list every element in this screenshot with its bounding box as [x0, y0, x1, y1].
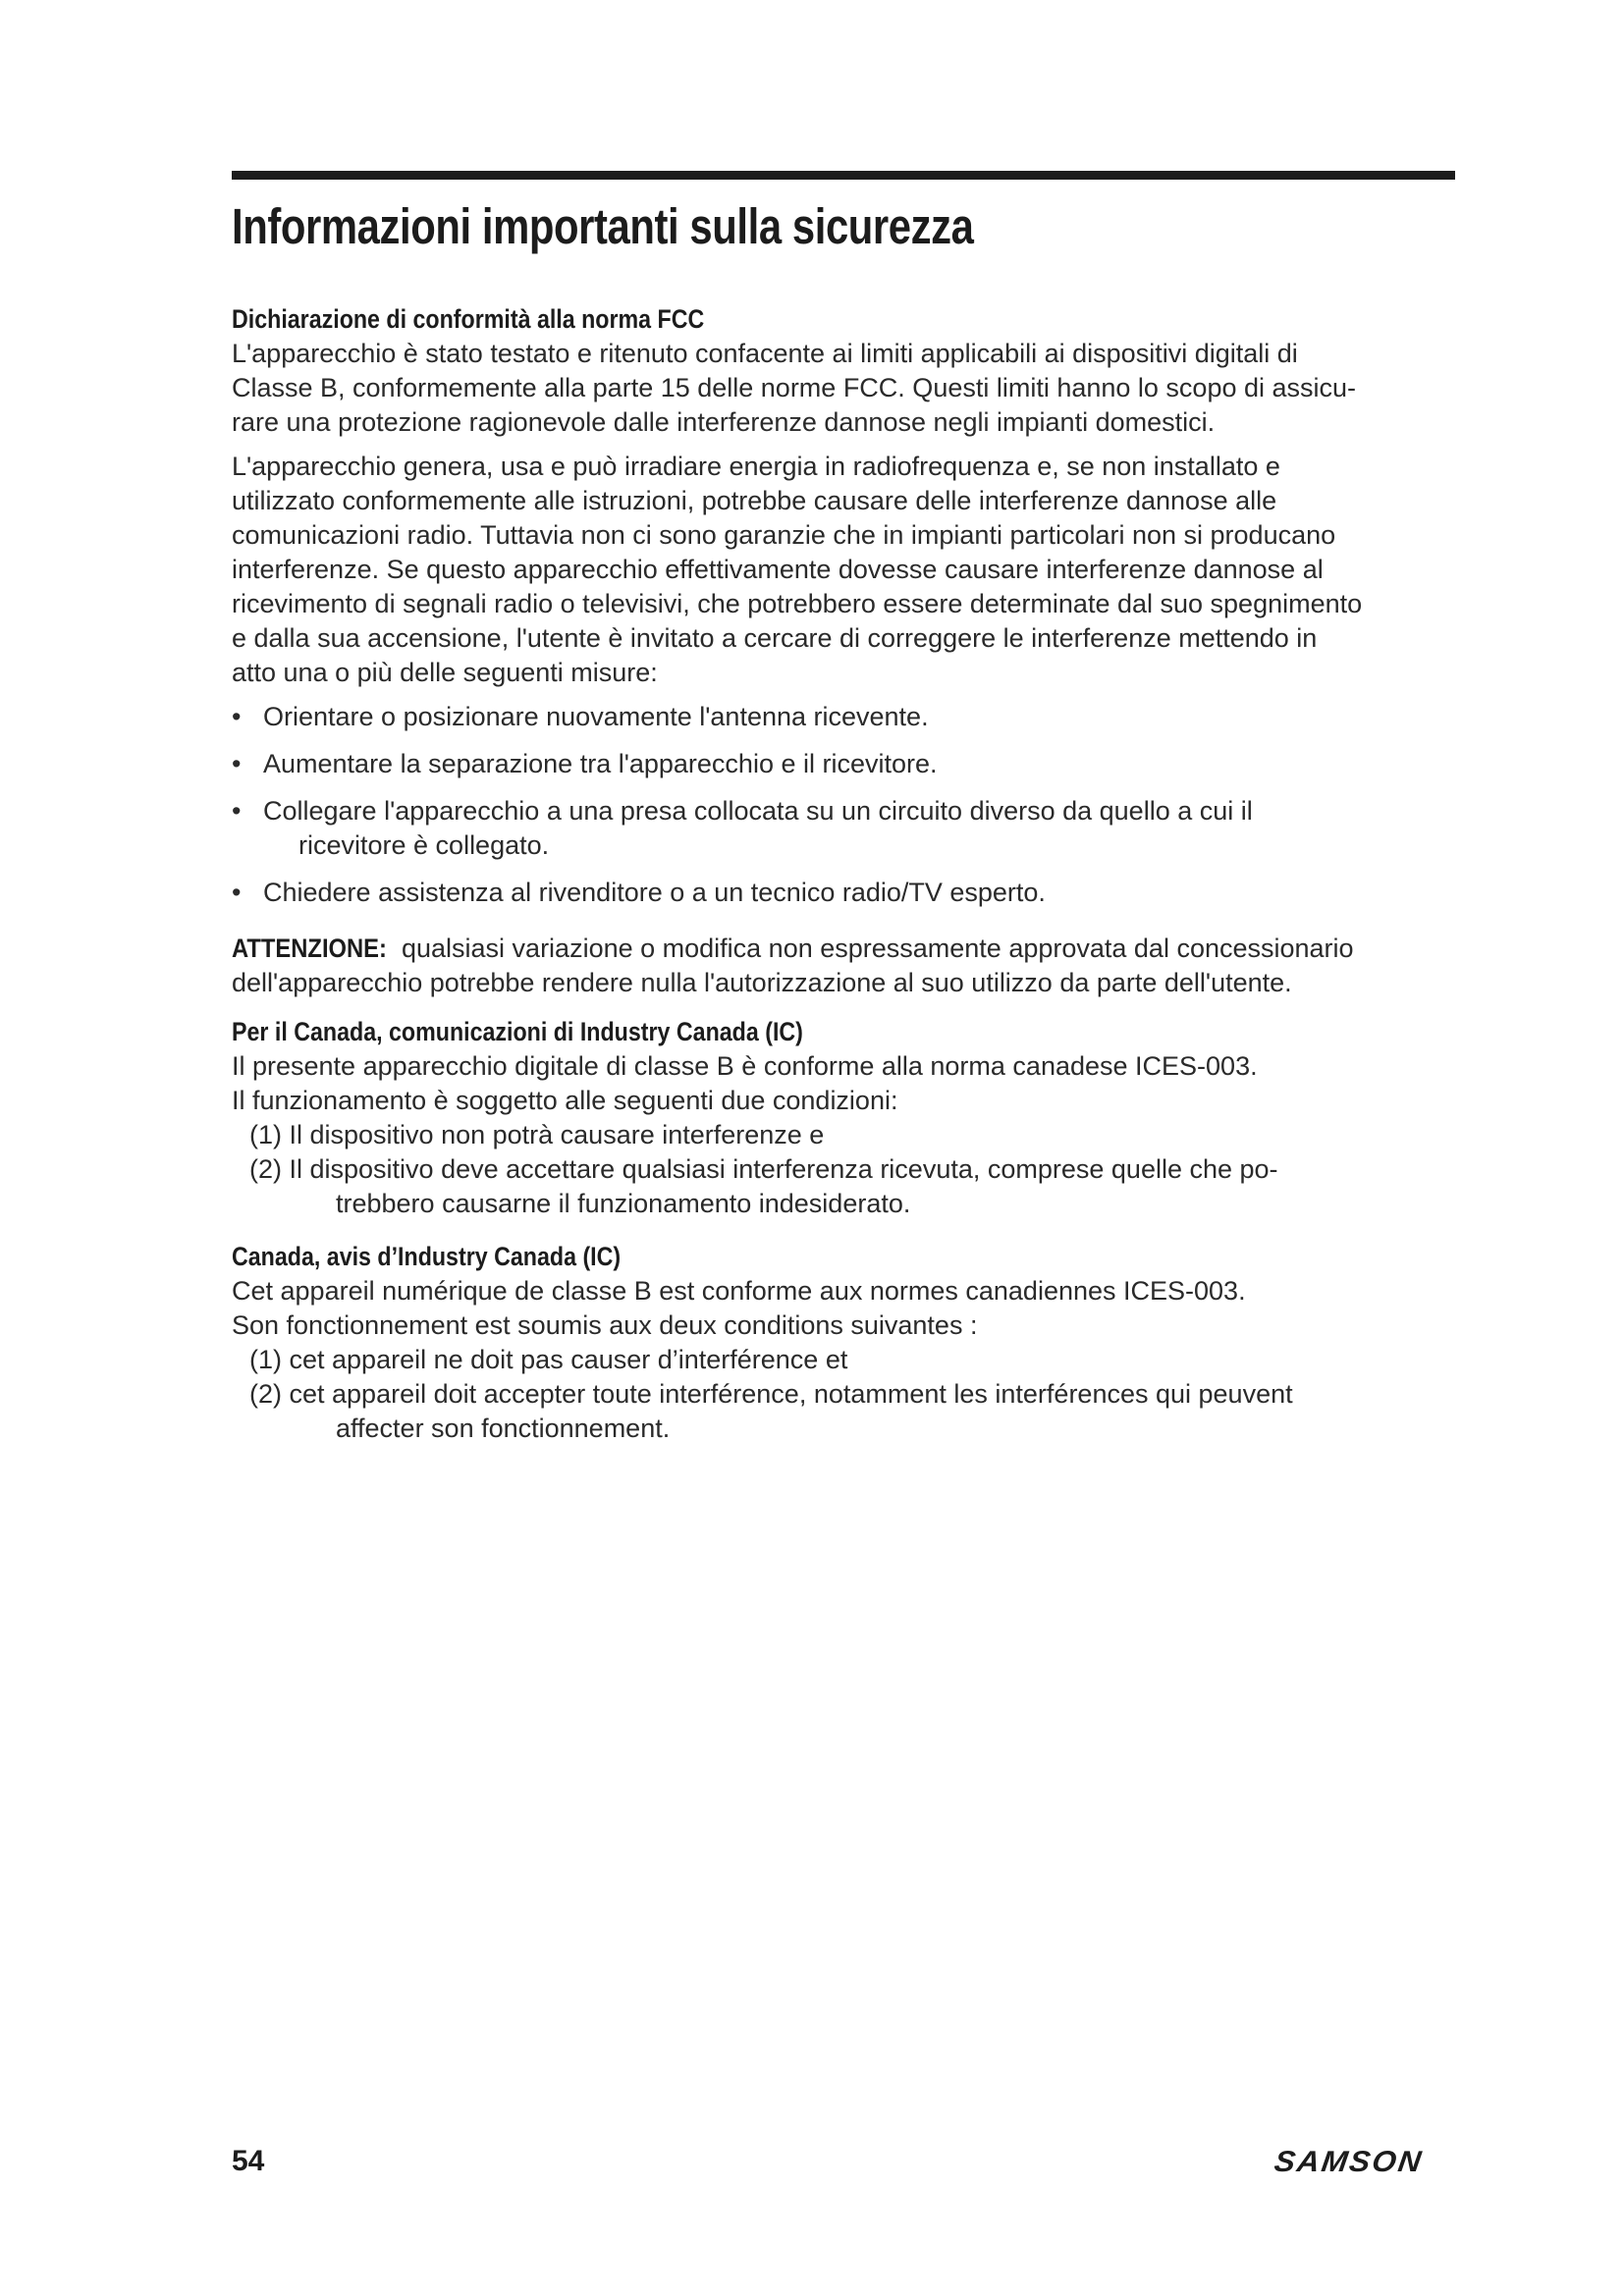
text-line: ricevimento di segnali radio o televisivi, che potrebbero essere determinate dal suo spegnimento [232, 589, 1363, 618]
text-line: affecter son fonctionnement. [336, 1414, 671, 1443]
list-item [232, 700, 1455, 734]
warning-label: ATTENZIONE: [232, 934, 387, 963]
list-item-text [263, 794, 1455, 863]
canada-it-section [232, 1014, 1455, 1221]
text-line: L'apparecchio è stato testato e ritenuto confacente ai limiti applicabili ai dispositivi digitali di [232, 339, 1298, 368]
page-content [232, 171, 1455, 1446]
list-item [232, 747, 1455, 781]
fcc-paragraph-1 [232, 337, 1455, 440]
text-line: utilizzato conformemente alle istruzioni, potrebbe causare delle interferenze dannose alle [232, 486, 1277, 515]
warning-paragraph [232, 932, 1455, 1000]
fcc-paragraph-2 [232, 450, 1455, 690]
text-line: Classe B, conformemente alla parte 15 delle norme FCC. Questi limiti hanno lo scopo di assicu- [232, 373, 1357, 402]
list-item-text: Aumentare la separazione tra l'apparecchio e il ricevitore. [263, 749, 938, 778]
text-line: Cet appareil numérique de classe B est conforme aux normes canadiennes ICES-003. [232, 1276, 1246, 1306]
text-line: atto una o più delle seguenti misure: [232, 658, 658, 687]
condition-2 [232, 1377, 1455, 1446]
page-number: 54 [232, 2145, 265, 2177]
text-line: (2) cet appareil doit accepter toute interférence, notamment les interférences qui peuvent [249, 1379, 1293, 1409]
fcc-section [232, 301, 1455, 910]
text-line: rare una protezione ragionevole dalle interferenze dannose negli impianti domestici. [232, 407, 1216, 437]
canada-fr-section [232, 1239, 1455, 1446]
list-item [232, 876, 1455, 910]
bullet-icon: • [232, 749, 242, 778]
text-line: interferenze. Se questo apparecchio effettivamente dovesse causare interferenze dannose al [232, 555, 1324, 584]
warning-text: qualsiasi variazione o modifica non espressamente approvata dal concessionario [394, 934, 1354, 963]
bullet-icon: • [232, 796, 242, 826]
condition-2 [232, 1152, 1455, 1221]
page-title: Informazioni importanti sulla sicurezza [232, 198, 974, 254]
text-line: comunicazioni radio. Tuttavia non ci sono garanzie che in impianti particolari non si producano [232, 520, 1336, 550]
brand-logo: SAMSON [1272, 2146, 1426, 2178]
list-item-text: Chiedere assistenza al rivenditore o a un tecnico radio/TV esperto. [263, 878, 1046, 907]
text-line: Collegare l'apparecchio a una presa collocata su un circuito diverso da quello a cui il [263, 796, 1253, 826]
top-divider [232, 171, 1455, 180]
bullet-icon: • [232, 702, 242, 731]
text-line: ricevitore è collegato. [298, 830, 550, 860]
text-line: e dalla sua accensione, l'utente è invitato a cercare di correggere le interferenze mettendo in [232, 623, 1318, 653]
list-item [232, 794, 1455, 863]
list-item-text: Orientare o posizionare nuovamente l'antenna ricevente. [263, 702, 929, 731]
condition-1: (1) Il dispositivo non potrà causare interferenze e [249, 1120, 825, 1149]
bullet-icon: • [232, 878, 242, 907]
text-line: Son fonctionnement est soumis aux deux conditions suivantes : [232, 1310, 978, 1340]
text-line: Il funzionamento è soggetto alle seguenti due condizioni: [232, 1086, 898, 1115]
text-line: (2) Il dispositivo deve accettare qualsiasi interferenza ricevuta, comprese quelle che po- [249, 1154, 1278, 1184]
text-line [232, 932, 1455, 966]
text-line: Il presente apparecchio digitale di classe B è conforme alla norma canadese ICES-003. [232, 1051, 1258, 1081]
canada-fr-body [232, 1274, 1455, 1446]
text-line: L'apparecchio genera, usa e può irradiare energia in radiofrequenza e, se non installato e [232, 452, 1280, 481]
text-line: dell'apparecchio potrebbe rendere nulla l'autorizzazione al suo utilizzo da parte dell'utente. [232, 968, 1292, 997]
canada-fr-heading: Canada, avis d’Industry Canada (IC) [232, 1242, 622, 1271]
canada-it-heading: Per il Canada, comunicazioni di Industry Canada (IC) [232, 1017, 803, 1046]
fcc-heading: Dichiarazione di conformità alla norma FCC [232, 304, 705, 334]
text-line: trebbero causarne il funzionamento indesiderato. [336, 1189, 911, 1218]
condition-1: (1) cet appareil ne doit pas causer d’interférence et [249, 1345, 848, 1374]
canada-it-body [232, 1049, 1455, 1221]
measures-list [232, 700, 1455, 910]
